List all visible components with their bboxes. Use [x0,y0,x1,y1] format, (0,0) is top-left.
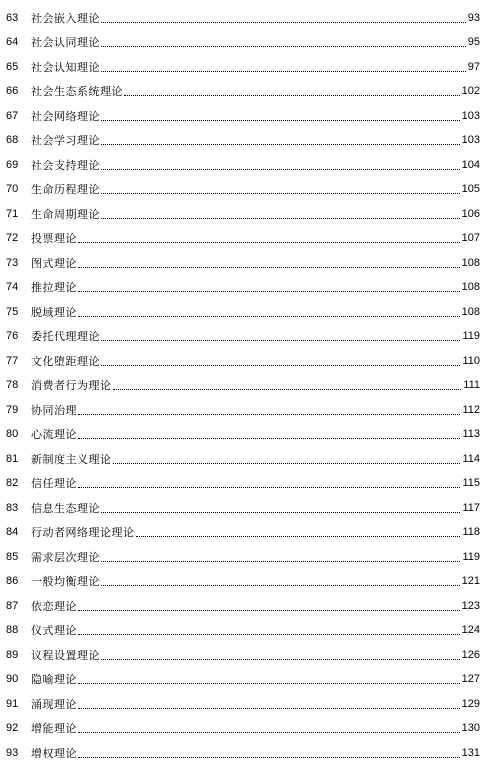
toc-entry-number: 80 [6,428,19,440]
toc-entry[interactable] [0,272,487,297]
toc-entry-number: 65 [6,60,19,73]
table-of-contents [0,2,487,762]
toc-entry-number: 72 [6,232,19,244]
dot-leader [78,683,460,684]
toc-entry-page-number[interactable]: 111 [463,379,480,391]
toc-entry[interactable] [0,492,487,517]
toc-entry[interactable] [0,2,487,27]
toc-entry-title[interactable]: 生命周期理论 [31,207,100,221]
toc-entry-number: 81 [6,452,19,465]
toc-entry-title[interactable]: 图式理论 [31,256,77,270]
toc-entry-page-number[interactable]: 126 [461,648,480,661]
toc-entry[interactable] [0,737,487,762]
toc-entry[interactable] [0,345,487,370]
toc-entry-page-number[interactable]: 102 [461,85,480,97]
toc-entry-number: 83 [6,501,19,514]
toc-entry-number: 75 [6,305,19,318]
dot-leader [101,193,460,194]
toc-entry-page-number[interactable]: 129 [461,697,480,710]
toc-entry-page-number[interactable]: 115 [462,477,480,489]
toc-entry-page-number[interactable]: 127 [461,673,480,685]
dot-leader [101,22,466,23]
toc-entry-title[interactable]: 隐喻理论 [31,673,77,686]
toc-entry-title[interactable]: 涌现理论 [31,697,77,711]
dot-leader [101,218,460,219]
toc-entry-number: 69 [6,158,19,171]
dot-leader [113,389,462,390]
toc-entry-number: 84 [6,526,19,538]
toc-entry-page-number[interactable]: 119 [462,550,480,563]
toc-entry[interactable] [0,419,487,444]
toc-entry[interactable] [0,149,487,174]
toc-entry[interactable] [0,713,487,738]
toc-entry-title[interactable]: 增权理论 [31,746,77,760]
toc-entry-number: 71 [6,207,19,220]
dot-leader [78,708,460,709]
toc-entry-page-number[interactable]: 112 [462,403,480,416]
toc-entry-number: 92 [6,722,19,734]
dot-leader [78,316,460,317]
toc-entry[interactable] [0,370,487,395]
dot-leader [101,340,460,341]
toc-entry-number: 82 [6,477,19,489]
toc-entry-page-number[interactable]: 107 [461,232,480,244]
toc-entry-title[interactable]: 社会嵌入理论 [31,11,100,25]
toc-entry-page-number[interactable]: 105 [461,183,480,195]
toc-entry[interactable] [0,394,487,419]
toc-entry-title[interactable]: 信息生态理论 [31,501,100,515]
toc-entry[interactable] [0,590,487,615]
toc-entry[interactable] [0,688,487,713]
toc-entry-page-number[interactable]: 103 [461,109,480,122]
toc-entry[interactable] [0,517,487,542]
toc-entry-number: 77 [6,354,19,367]
dot-leader [78,634,460,635]
dot-leader [101,365,460,366]
toc-entry[interactable] [0,174,487,199]
toc-entry-page-number[interactable]: 106 [461,207,480,220]
toc-entry[interactable] [0,566,487,591]
toc-entry-page-number[interactable]: 113 [462,428,480,440]
dot-leader [101,561,460,562]
toc-entry[interactable] [0,296,487,321]
toc-entry-number: 76 [6,330,19,342]
dot-leader [136,536,461,537]
toc-entry-title[interactable]: 社会支持理论 [31,158,100,172]
toc-entry-number: 93 [6,746,19,759]
toc-entry-page-number[interactable]: 130 [461,722,480,734]
toc-entry-title[interactable]: 依恋理论 [31,599,77,613]
toc-entry-title[interactable]: 社会认同理论 [31,36,100,49]
toc-entry[interactable] [0,100,487,125]
dot-leader [78,242,460,243]
toc-entry-title[interactable]: 脱域理论 [31,305,77,319]
dot-leader [101,144,460,145]
toc-entry-title[interactable]: 行动者网络理论理论 [31,526,135,539]
toc-entry[interactable] [0,247,487,272]
dot-leader [101,659,460,660]
dot-leader [101,512,460,513]
toc-entry-page-number[interactable]: 103 [461,134,480,146]
toc-entry[interactable] [0,443,487,468]
toc-entry-page-number[interactable]: 108 [461,305,480,318]
toc-entry-page-number[interactable]: 110 [462,354,480,367]
toc-entry[interactable] [0,664,487,689]
dot-leader [78,267,460,268]
dot-leader [78,610,460,611]
dot-leader [113,463,461,464]
toc-entry-number: 63 [6,11,19,24]
toc-entry-title[interactable]: 新制度主义理论 [31,452,112,466]
dot-leader [78,732,460,733]
toc-entry-title[interactable]: 心流理论 [31,428,77,441]
dot-leader [78,291,460,292]
toc-entry-title[interactable]: 社会生态系统理论 [31,85,123,98]
toc-entry-number: 79 [6,403,19,416]
dot-leader [101,46,466,47]
dot-leader [78,487,460,488]
dot-leader [101,169,460,170]
toc-entry-number: 90 [6,673,19,685]
toc-entry-number: 85 [6,550,19,563]
toc-entry-title[interactable]: 仪式理论 [31,624,77,637]
toc-entry-page-number[interactable]: 131 [461,746,480,759]
toc-entry-number: 86 [6,575,19,587]
dot-leader [101,120,460,121]
toc-entry-title[interactable]: 社会网络理论 [31,109,100,123]
toc-entry-number: 74 [6,281,19,293]
toc-entry-title[interactable]: 投票理论 [31,232,77,245]
toc-entry[interactable] [0,198,487,223]
toc-entry-number: 73 [6,256,19,269]
toc-entry-page-number[interactable]: 121 [461,575,480,587]
toc-entry-page-number[interactable]: 93 [467,11,480,24]
toc-entry-page-number[interactable]: 108 [461,256,480,269]
toc-entry-title[interactable]: 委托代理理论 [31,330,100,343]
toc-entry[interactable] [0,541,487,566]
toc-entry-number: 91 [6,697,19,710]
toc-entry-page-number[interactable]: 118 [462,526,480,538]
toc-entry-title[interactable]: 社会认知理论 [31,60,100,74]
toc-entry[interactable] [0,468,487,493]
toc-entry-number: 88 [6,624,19,636]
toc-entry[interactable] [0,639,487,664]
dot-leader [78,414,460,415]
dot-leader [78,438,460,439]
toc-entry-title[interactable]: 生命历程理论 [31,183,100,196]
toc-entry-page-number[interactable]: 108 [461,281,480,293]
toc-entry-title[interactable]: 需求层次理论 [31,550,100,564]
toc-entry-title[interactable]: 文化堕距理论 [31,354,100,368]
toc-entry-number: 89 [6,648,19,661]
toc-entry-number: 87 [6,599,19,612]
toc-entry-page-number[interactable]: 123 [461,599,480,612]
toc-entry-number: 70 [6,183,19,195]
toc-entry-page-number[interactable]: 97 [467,60,480,73]
toc-entry-number: 64 [6,36,19,48]
dot-leader [101,585,460,586]
toc-entry[interactable] [0,321,487,346]
toc-entry-title[interactable]: 信任理论 [31,477,77,490]
toc-entry-title[interactable]: 增能理论 [31,722,77,735]
toc-entry[interactable] [0,125,487,150]
toc-entry-title[interactable]: 议程设置理论 [31,648,100,662]
dot-leader [124,95,460,96]
toc-entry-page-number[interactable]: 114 [462,452,480,465]
toc-entry[interactable] [0,76,487,101]
toc-entry-number: 78 [6,379,19,391]
toc-entry[interactable] [0,223,487,248]
toc-entry[interactable] [0,51,487,76]
toc-entry-title[interactable]: 社会学习理论 [31,134,100,147]
toc-entry-number: 68 [6,134,19,146]
toc-entry[interactable] [0,615,487,640]
toc-entry-number: 67 [6,109,19,122]
toc-entry-page-number[interactable]: 104 [461,158,480,171]
toc-entry-page-number[interactable]: 124 [461,624,480,636]
toc-entry-number: 66 [6,85,19,97]
toc-entry-page-number[interactable]: 95 [467,36,480,48]
toc-entry-page-number[interactable]: 117 [462,501,480,514]
dot-leader [101,71,466,72]
toc-entry[interactable] [0,27,487,52]
toc-entry-page-number[interactable]: 119 [462,330,480,342]
toc-entry-title[interactable]: 一般均衡理论 [31,575,100,588]
toc-entry-title[interactable]: 推拉理论 [31,281,77,294]
toc-entry-title[interactable]: 消费者行为理论 [31,379,112,392]
toc-entry-title[interactable]: 协同治理 [31,403,77,417]
